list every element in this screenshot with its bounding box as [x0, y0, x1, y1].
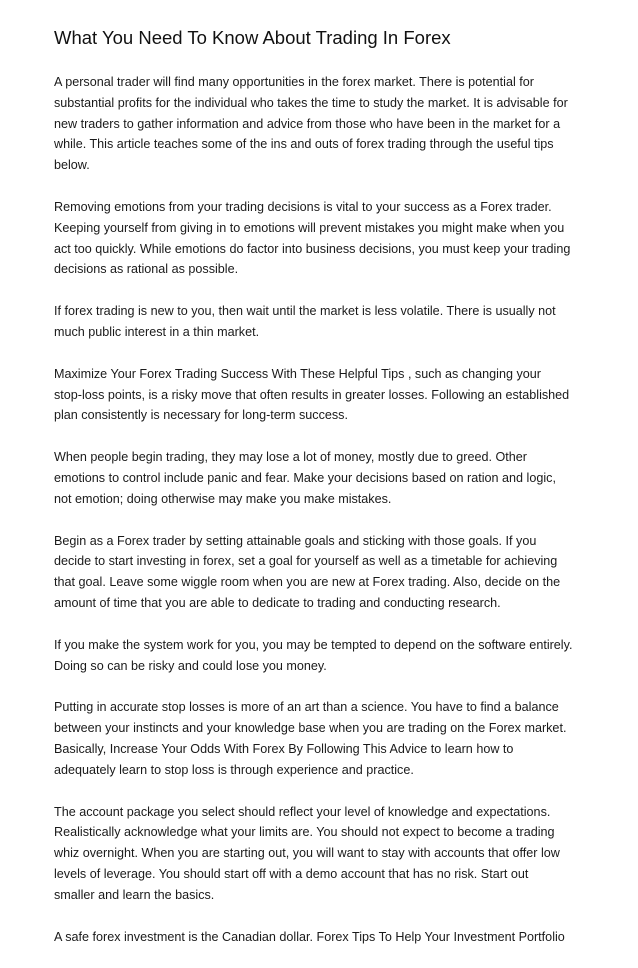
paragraph-line: amount of time that you are able to dedicate to trading and conducting research. — [54, 595, 501, 610]
paragraph-line: act too quickly. While emotions do factor into business decisions, you must keep your trading — [54, 241, 571, 256]
paragraph-line: The account package you select should reflect your level of knowledge and expectations. — [54, 804, 551, 819]
paragraph-line: substantial profits for the individual who takes the time to study the market. It is advisable for — [54, 95, 568, 110]
paragraph-line: A safe forex investment is the Canadian dollar. Forex Tips To Help Your Investment Portfolio — [54, 929, 565, 944]
paragraph-line: adequately learn to stop loss is through experience and practice. — [54, 762, 414, 777]
paragraph-emotions — [54, 197, 594, 280]
paragraph-stop-losses — [54, 697, 594, 780]
paragraph-line: Putting in accurate stop losses is more of an art than a science. You have to find a balance — [54, 700, 559, 715]
paragraph-line: that goal. Leave some wiggle room when you are new at Forex trading. Also, decide on the — [54, 575, 561, 590]
paragraph-goals — [54, 531, 594, 614]
paragraph-intro — [54, 72, 594, 176]
paragraph-line: Basically, Increase Your Odds With Forex By Following This Advice to learn how to — [54, 741, 514, 756]
paragraph-line: new traders to gather information and advice from those who have been in the market for a — [54, 116, 561, 131]
paragraph-line: Begin as a Forex trader by setting attainable goals and sticking with those goals. If you — [54, 533, 537, 548]
paragraph-greed — [54, 447, 594, 509]
paragraph-line: emotions to control include panic and fear. Make your decisions based on ration and logic, — [54, 470, 556, 485]
paragraph-line: smaller and learn the basics. — [54, 887, 215, 902]
paragraph-line: not emotion; doing otherwise may make you make mistakes. — [54, 491, 392, 506]
paragraph-line: below. — [54, 158, 90, 173]
paragraph-canadian-dollar — [54, 927, 594, 948]
paragraph-line: Realistically acknowledge what your limits are. You should not expect to become a trading — [54, 825, 555, 840]
paragraph-line: When people begin trading, they may lose a lot of money, mostly due to greed. Other — [54, 450, 527, 465]
paragraph-volatility — [54, 301, 594, 343]
paragraph-line: plan consistently is necessary for long-term success. — [54, 408, 348, 423]
paragraph-line: If forex trading is new to you, then wait until the market is less volatile. There is usually not — [54, 304, 556, 319]
paragraph-line: levels of leverage. You should start off with a demo account that has no risk. Start out — [54, 866, 529, 881]
paragraph-software — [54, 635, 594, 677]
paragraph-line: between your instincts and your knowledge base when you are trading on the Forex market. — [54, 721, 567, 736]
paragraph-stop-loss-points — [54, 364, 594, 426]
paragraph-line: If you make the system work for you, you may be tempted to depend on the software entirely. — [54, 637, 573, 652]
paragraph-line: Removing emotions from your trading decisions is vital to your success as a Forex trader. — [54, 199, 552, 214]
paragraph-line: whiz overnight. When you are starting out, you will want to stay with accounts that offer low — [54, 846, 560, 861]
paragraph-line: decisions as rational as possible. — [54, 262, 239, 277]
paragraph-line: A personal trader will find many opportunities in the forex market. There is potential for — [54, 75, 534, 89]
paragraph-line: Maximize Your Forex Trading Success With These Helpful Tips , such as changing your — [54, 366, 541, 381]
paragraph-line: much public interest in a thin market. — [54, 324, 260, 339]
paragraph-line: stop-loss points, is a risky move that often results in greater losses. Following an established — [54, 387, 570, 402]
paragraph-line: Keeping yourself from giving in to emotions will prevent mistakes you might make when you — [54, 220, 565, 235]
paragraph-line: Doing so can be risky and could lose you money. — [54, 658, 327, 673]
paragraph-line: while. This article teaches some of the ins and outs of forex trading through the useful tips — [54, 137, 554, 152]
paragraph-account-package — [54, 802, 594, 906]
document-page — [54, 26, 594, 968]
paragraph-line: decide to start investing in forex, set a goal for yourself as well as a timetable for achieving — [54, 554, 558, 569]
document-title: What You Need To Know About Trading In Forex — [54, 27, 451, 48]
